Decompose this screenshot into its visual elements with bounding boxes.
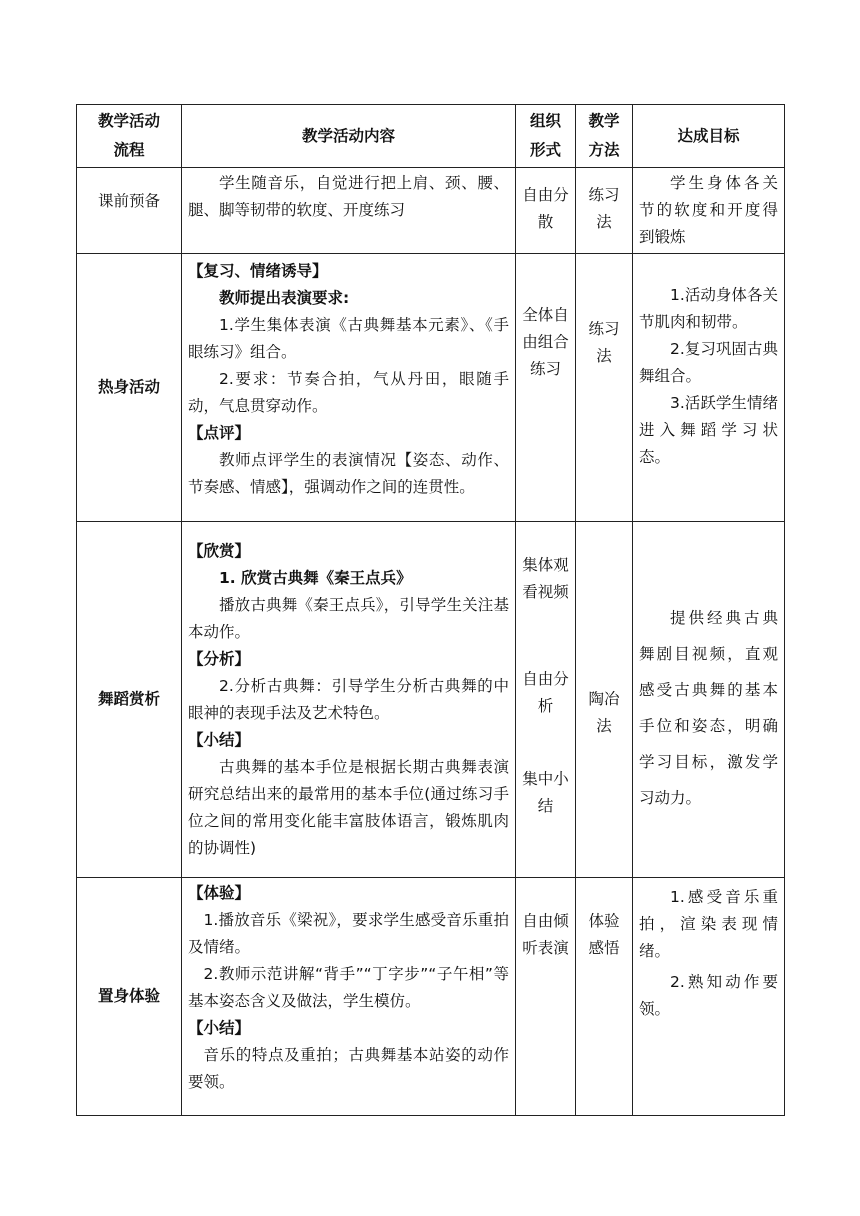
header-flow: 教学活动流程 [77,105,182,168]
content-line: 音乐的特点及重拍；古典舞基本站姿的动作要领。 [188,1046,509,1091]
form-cell: 全体自由组合练习 [516,254,576,522]
header-content: 教学活动内容 [182,105,516,168]
goal-cell [633,168,785,254]
content-line: 【体验】 [188,884,251,902]
content-line: 【小结】 [188,731,251,749]
goal-line: 1.活动身体各关节肌肉和韧带。 [639,286,778,331]
goal-cell [633,254,785,522]
table-row [77,878,785,1116]
content-line: 2.分析古典舞：引导学生分析古典舞的中眼神的表现手法及艺术特色。 [188,677,509,722]
goal-line: 提供经典古典舞剧目视频，直观感受古典舞的基本手位和姿态，明确学习目标，激发学习动力。 [639,609,778,807]
content-line: 1.学生集体表演《古典舞基本元素》、《手眼练习》组合。 [188,316,509,361]
stage-cell: 舞蹈赏析 [77,522,182,878]
form-cell: 自由分散 [516,168,576,254]
stage-cell: 热身活动 [77,254,182,522]
goal-line: 3.活跃学生情绪进入舞蹈学习状态。 [639,394,778,466]
header-row [77,105,785,168]
form-cell: 自由倾听表演 [516,878,576,1116]
method-cell: 体验感悟 [576,878,633,1116]
form-line: 集中小结 [522,770,569,815]
method-cell: 练习法 [576,168,633,254]
method-cell: 练习法 [576,254,633,522]
content-line: 【小结】 [188,1019,251,1037]
content-cell [182,878,516,1116]
form-line: 自由分析 [522,670,569,715]
header-goal: 达成目标 [633,105,785,168]
content-line: 2.教师示范讲解“背手”“丁字步”“子午相”等基本姿态含义及做法，学生模仿。 [188,965,509,1010]
goal-line: 学生身体各关节的软度和开度得到锻炼 [639,174,778,246]
header-form: 组织形式 [516,105,576,168]
content-line: 古典舞的基本手位是根据长期古典舞表演研究总结出来的最常用的基本手位(通过练习手位之间的常用变化能丰富肢体语言，锻炼肌肉的协调性) [188,758,509,857]
content-line: 2.要求：节奏合拍，气从丹田，眼随手动，气息贯穿动作。 [188,370,509,415]
goal-cell [633,878,785,1116]
goal-cell [633,522,785,878]
table-row [77,522,785,878]
content-line: 教师点评学生的表演情况【姿态、动作、节奏感、情感】，强调动作之间的连贯性。 [188,451,509,496]
content-cell [182,254,516,522]
lesson-plan-table [76,104,785,1116]
content-line: 教师提出表演要求: [219,289,350,307]
content-cell [182,522,516,878]
table-row [77,254,785,522]
header-method: 教学方法 [576,105,633,168]
content-line: 1.播放音乐《梁祝》，要求学生感受音乐重拍及情绪。 [188,911,509,956]
goal-line: 2.复习巩固古典舞组合。 [639,340,778,385]
content-line: 播放古典舞《秦王点兵》，引导学生关注基本动作。 [188,596,509,641]
goal-line: 2.熟知动作要领。 [639,973,778,1018]
content-line: 1. 欣赏古典舞《秦王点兵》 [219,569,412,587]
content-line: 【分析】 [188,650,251,668]
content-line: 【复习、情绪诱导】 [188,262,328,280]
form-cell [516,522,576,878]
method-cell: 陶冶法 [576,522,633,878]
table-row [77,168,785,254]
content-line: 学生随音乐，自觉进行把上肩、颈、腰、腿、脚等韧带的软度、开度练习 [188,174,509,219]
stage-cell: 课前预备 [77,168,182,254]
goal-line: 1.感受音乐重拍，渲染表现情绪。 [639,888,778,960]
content-line: 【点评】 [188,424,251,442]
content-cell [182,168,516,254]
form-line: 集体观看视频 [522,556,569,601]
content-line: 【欣赏】 [188,542,251,560]
stage-cell: 置身体验 [77,878,182,1116]
